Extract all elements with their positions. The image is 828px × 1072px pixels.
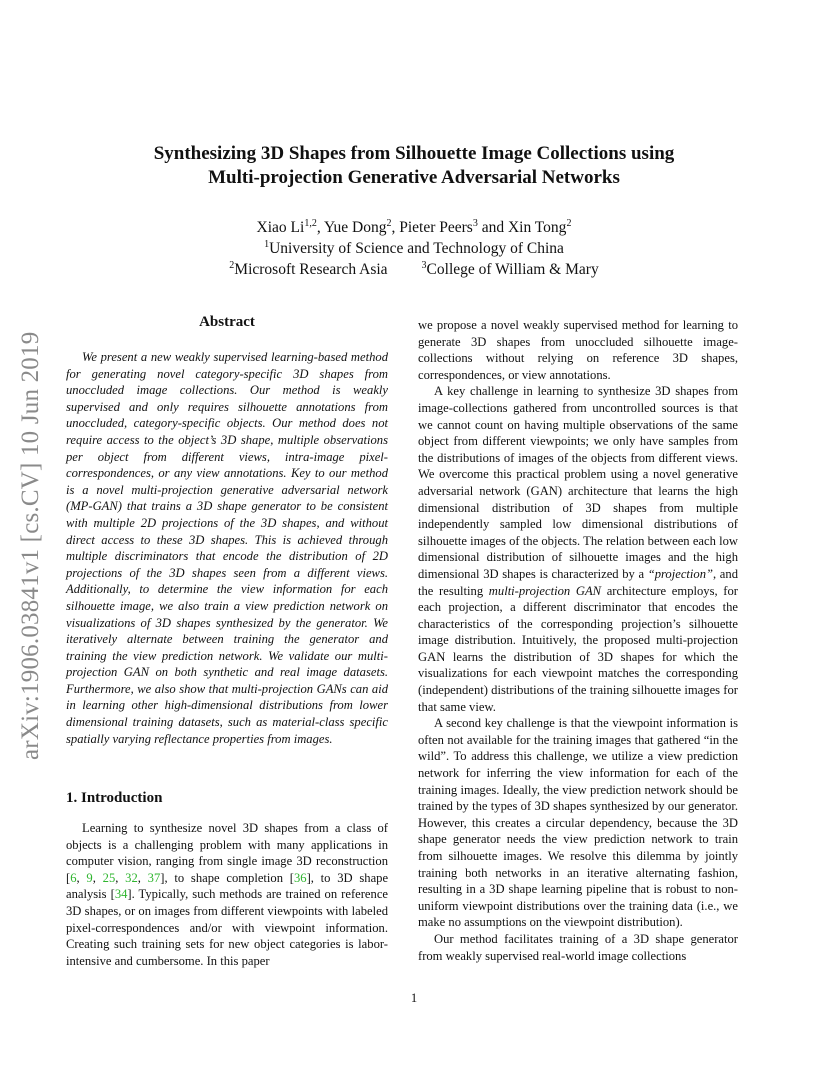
emphasis-text: multi-projection GAN — [488, 583, 602, 598]
body-text: , and the resulting — [418, 566, 738, 598]
introduction-paragraph — [66, 820, 388, 969]
author-list — [0, 217, 828, 238]
citation-link[interactable]: 32 — [125, 870, 138, 885]
citation-link[interactable]: 37 — [147, 870, 161, 885]
citation-link[interactable]: 6 — [70, 870, 77, 885]
citation-separator: , — [137, 870, 148, 885]
body-paragraph: A second key challenge is that the viewpoint information is often not available for the training images that gathered “in the wild”. To address this challenge, we utilize a view prediction network for inferring the view information for each of the training images. Ideally, the view prediction network should be trained by the types of 3D shapes synthesized by our generator. However, this creates a circular dependency, because the 3D shape generator needs the view prediction network to train from silhouette images. We resolve this dilemma by jointly training both networks in an iterative alternating fashion, resulting in a 3D shape learning pipeline that is robust to non-uniform viewpoint distributions over the training data (i.e., we make no assumptions on the viewpoint distribution). — [418, 716, 738, 930]
author-name: Yue Dong — [324, 219, 387, 236]
affiliation-line-1 — [0, 238, 828, 259]
body-text: ], to 3D shape analysis [ — [66, 870, 389, 902]
body-text: ]. Typically, such methods are trained on reference 3D shapes, or on images from different viewpoints with labeled pixel-correspondences and/or with viewpoint information. Creating such training sets for new object categories is labor-intensive and cumbersome. In this paper — [66, 887, 388, 968]
author-name: Xiao Li — [256, 219, 305, 236]
abstract-heading: Abstract — [199, 314, 255, 330]
paper-title-line-1: Synthesizing 3D Shapes from Silhouette Image Collections using — [153, 143, 675, 164]
affiliation-mark: 2 — [229, 259, 235, 271]
author-separator: , — [391, 219, 400, 236]
author-block — [0, 217, 828, 280]
author-affiliation-mark: 2 — [386, 217, 392, 229]
arxiv-identifier: arXiv:1906.03841v1 [cs.CV] 10 Jun 2019 — [17, 331, 44, 760]
citation-link[interactable]: 9 — [86, 870, 93, 885]
paper-title-line-2: Multi-projection Generative Adversarial Networks — [208, 167, 620, 188]
author-name: Xin Tong — [507, 219, 567, 236]
body-text: Learning to synthesize novel 3D shapes from a class of objects is a challenging problem with many applications in computer vision, ranging from single image 3D reconstruction [ — [66, 821, 388, 885]
citation-link[interactable]: 36 — [293, 870, 307, 885]
body-text: ], to shape completion [ — [160, 870, 294, 885]
abstract-text: We present a new weakly supervised learning-based method for generating novel category-specific 3D shapes from unoccluded image collections. Our method is weakly supervised and only requires silhouette annotations from unoccluded, category-specific objects. Our method does not require access to the object’s 3D shape, multiple observations per object from different views, intra-image pixel-correspondences, or any view annotations. Key to our method is a novel multi-projection generative adversarial network (MP-GAN) that trains a 3D shape generator to be consistent with multiple 2D projections of the 3D shapes, and without direct access to these 3D shapes. This is achieved through multiple discriminators that encode the distribution of 2D projections of the 3D shapes seen from a different views. Additionally, to determine the view information for each silhouette image, we also train a view prediction network on visualizations of 3D shapes synthesized by the generator. We iteratively alternate between training the generator and training the view prediction network. We validate our multi-projection GAN on both synthetic and real image datasets. Furthermore, we also show that multi-projection GANs can aid in learning other high-dimensional distributions from lower dimensional training datasets, such as material-class specific spatially varying reflectance properties from images. — [66, 350, 388, 746]
affiliation-name: College of William & Mary — [426, 261, 599, 278]
author-name: Pieter Peers — [399, 219, 473, 236]
affiliation-line-2 — [0, 259, 828, 280]
paper-title — [0, 142, 828, 190]
body-paragraph: Our method facilitates training of a 3D shape generator from weakly supervised real-world image collections — [418, 931, 738, 963]
author-separator: and — [477, 219, 508, 236]
citation-separator: , — [76, 870, 87, 885]
citation-separator: , — [92, 870, 103, 885]
introduction-heading: 1. Introduction — [66, 790, 163, 806]
citation-link[interactable]: 25 — [102, 870, 116, 885]
affiliation-mark: 3 — [421, 259, 427, 271]
body-paragraph — [418, 383, 738, 715]
body-text: architecture employs, for each projection, a different discriminator that encodes the characteristics of the corresponding projection’s silhouette image distribution. Intuitively, the proposed multi-projection GAN learns the distribution of 3D shapes for which the visualizations for each viewpoint matches the corresponding (independent) distributions of the training silhouette images for that same view. — [418, 583, 738, 714]
author-affiliation-mark: 3 — [472, 217, 478, 229]
author-affiliation-mark: 1,2 — [304, 217, 317, 229]
author-separator: , — [316, 219, 325, 236]
right-column — [418, 317, 738, 964]
citation-separator: , — [115, 870, 126, 885]
emphasis-text: “projection” — [647, 566, 714, 581]
author-affiliation-mark: 2 — [566, 217, 572, 229]
affiliation-mark: 1 — [264, 238, 270, 250]
body-paragraph: we propose a novel weakly supervised method for learning to generate 3D shapes from unoccluded silhouette image-collections without relying on reference 3D shapes, correspondences, or view annotations. — [418, 318, 738, 382]
body-text: A key challenge in learning to synthesize 3D shapes from image-collections gathered from uncontrolled sources is that we cannot count on having multiple observations of the same object from different viewpoints; we only have samples from the distributions of images of the objects from different views. We overcome this practical problem using a novel generative adversarial network (GAN) architecture that learns the high dimensional distribution of 3D shapes from multiple independently sampled low dimensional distributions of silhouette images of the objects. The relation between each low dimensional distribution of silhouette images and the high dimensional 3D shapes is characterized by a — [418, 384, 738, 581]
page-number: 1 — [410, 991, 418, 1005]
affiliation-name: University of Science and Technology of China — [269, 240, 564, 257]
affiliation-name: Microsoft Research Asia — [234, 261, 388, 278]
citation-link[interactable]: 34 — [114, 887, 128, 902]
